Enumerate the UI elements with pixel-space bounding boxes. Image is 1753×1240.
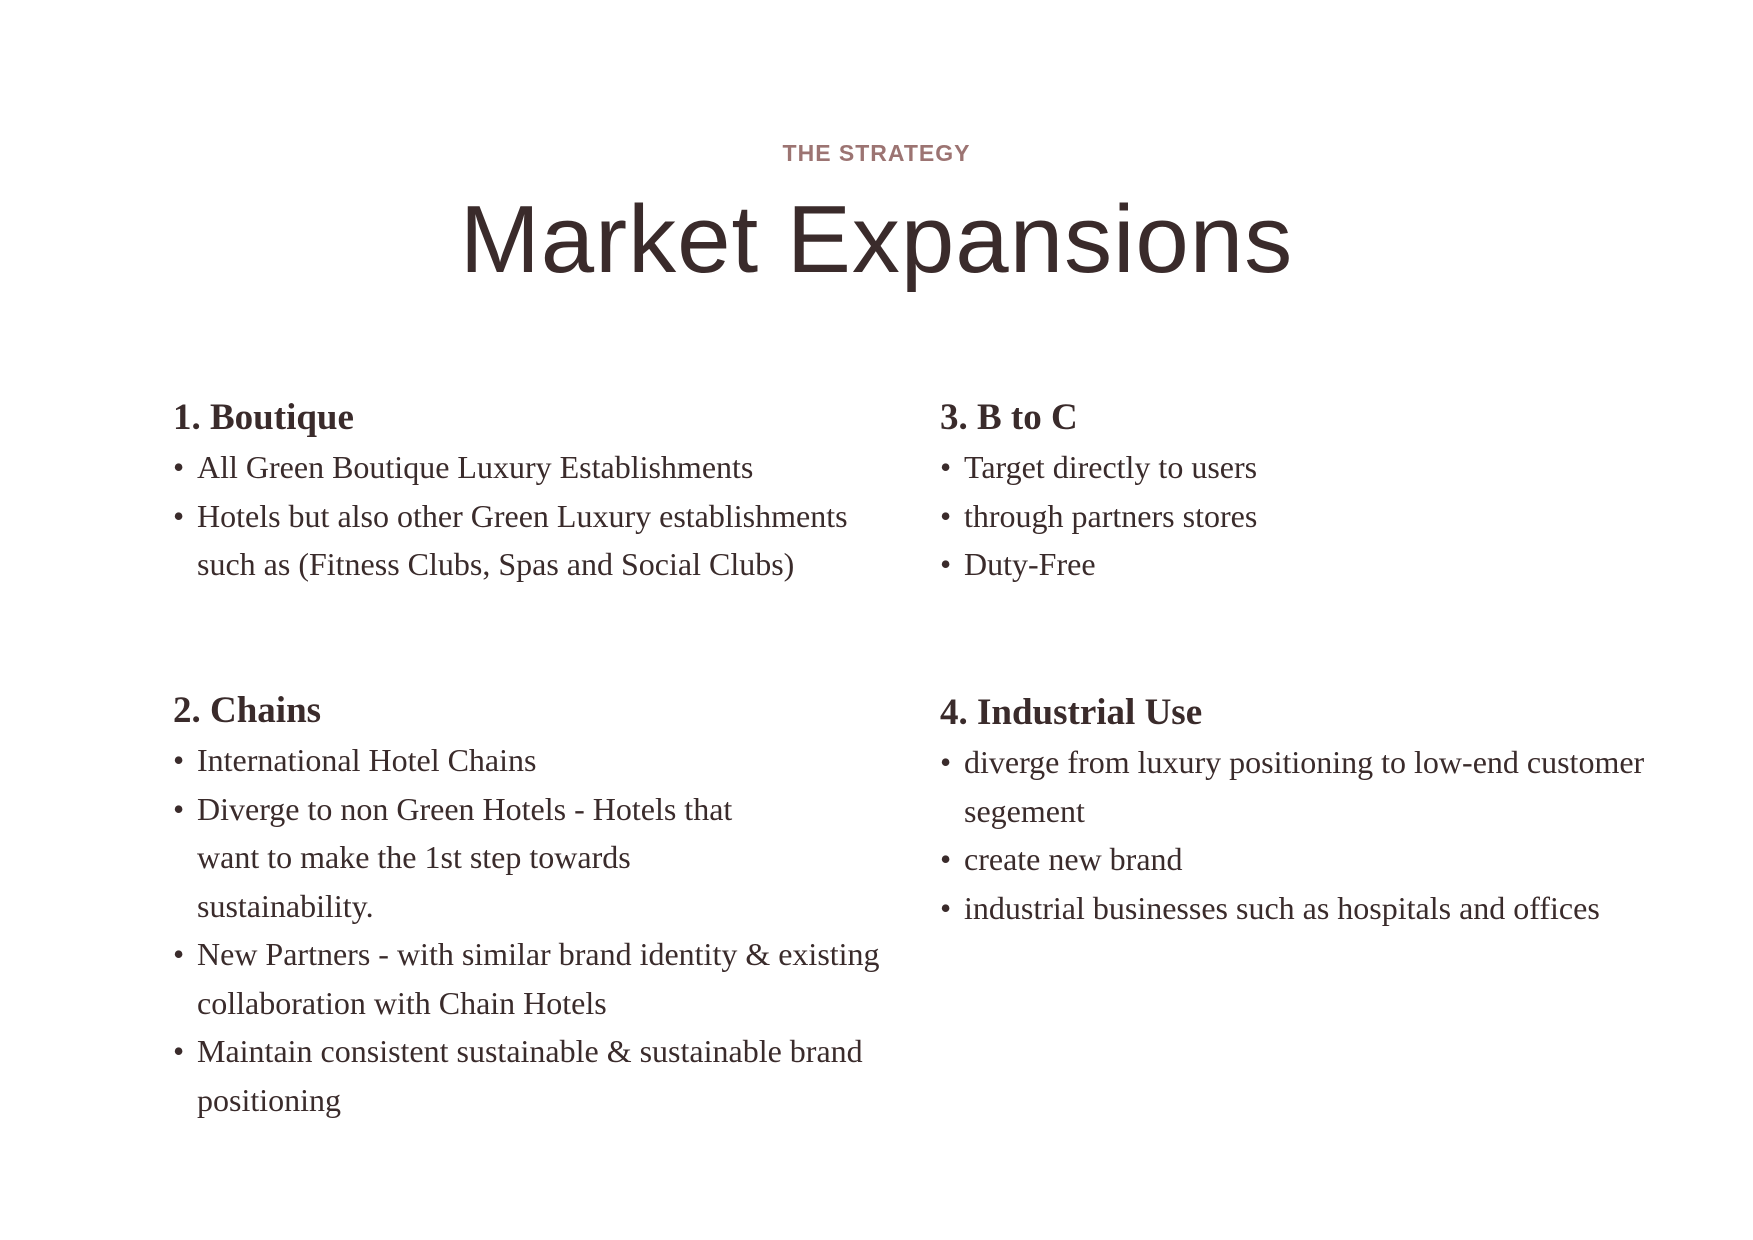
section-heading: 4. Industrial Use (940, 692, 1203, 733)
list-item (940, 443, 1660, 492)
list-item-text: Target directly to users (964, 449, 1258, 485)
section-b-to-c (940, 395, 1660, 589)
section-heading: 3. B to C (940, 397, 1078, 438)
list-item-text: industrial businesses such as hospitals and offices (964, 889, 1600, 926)
section-chains (173, 688, 893, 1124)
list-item-text: Maintain consistent sustainable & sustainable brand positioning (197, 1033, 863, 1118)
list-item-text: Diverge to non Green Hotels - Hotels that want to make the 1st step towards sustainability. (197, 790, 733, 924)
list-item-text: create new brand (964, 841, 1183, 877)
list-item (940, 738, 1660, 835)
list-item-text: Hotels but also other Green Luxury establishments such as (Fitness Clubs, Spas and Social Clubs) (197, 497, 848, 582)
list-item (173, 785, 893, 931)
list-item (173, 492, 893, 589)
bullet-icon: • (940, 841, 952, 877)
list-item-text: International Hotel Chains (197, 742, 537, 778)
list-item-text: diverge from luxury positioning to low-end customer segement (964, 744, 1645, 829)
list-item-text: New Partners - with similar brand identity & existing collaboration with Chain Hotels (197, 936, 880, 1021)
list-item-text: Duty-Free (964, 546, 1096, 582)
bullet-icon: • (173, 1033, 185, 1069)
list-item (173, 736, 893, 785)
list-item (940, 884, 1660, 933)
list-item-text: through partners stores (964, 497, 1258, 534)
bullet-list (940, 738, 1660, 932)
bullet-list (173, 736, 893, 1124)
bullet-icon: • (940, 449, 952, 485)
bullet-icon: • (940, 546, 952, 582)
section-heading: 1. Boutique (173, 397, 354, 438)
bullet-icon: • (173, 790, 185, 827)
eyebrow-label: THE STRATEGY (782, 140, 971, 166)
section-heading: 2. Chains (173, 690, 322, 731)
bullet-icon: • (173, 936, 185, 972)
section-industrial-use (940, 690, 1660, 932)
bullet-icon: • (940, 497, 952, 534)
bullet-list (173, 443, 893, 589)
bullet-icon: • (173, 497, 185, 534)
bullet-icon: • (173, 742, 185, 778)
bullet-icon: • (940, 889, 952, 926)
list-item (173, 930, 893, 1027)
bullet-list (940, 443, 1660, 589)
list-item (940, 835, 1660, 884)
list-item (173, 443, 893, 492)
list-item (940, 540, 1660, 589)
section-boutique (173, 395, 893, 589)
bullet-icon: • (940, 744, 952, 780)
page-title: Market Expansions (459, 186, 1294, 293)
bullet-icon: • (173, 449, 185, 485)
list-item (173, 1027, 893, 1124)
list-item-text: All Green Boutique Luxury Establishments (197, 449, 754, 485)
list-item (940, 492, 1660, 541)
